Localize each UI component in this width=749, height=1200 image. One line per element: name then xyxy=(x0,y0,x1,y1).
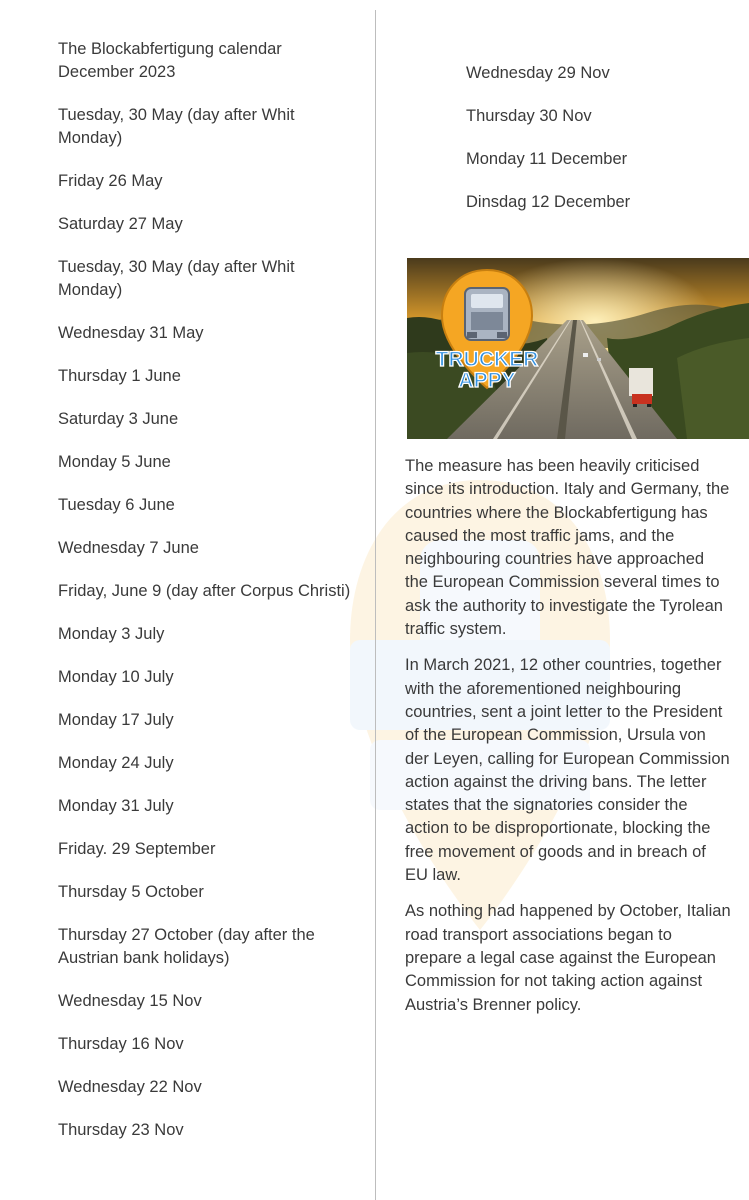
calendar-entry: Monday 31 July xyxy=(58,797,174,815)
text-line: neighbouring countries have approached xyxy=(405,550,705,569)
text-line: traffic system. xyxy=(405,620,507,639)
calendar-entry: Wednesday 15 Nov xyxy=(58,992,202,1010)
calendar-list-left xyxy=(58,38,358,1162)
truck-shape xyxy=(629,368,653,407)
text-line: Commission for not taking action against xyxy=(405,972,703,991)
calendar-entry: Friday 26 May xyxy=(58,172,163,190)
logo-text-line1: TRUCKER xyxy=(435,348,539,371)
text-line: the European Commission several times to xyxy=(405,573,720,592)
text-line: EU law. xyxy=(405,866,461,885)
calendar-entry: Tuesday 6 June xyxy=(58,496,175,514)
text-line: with the aforementioned neighbouring xyxy=(405,679,682,698)
text-line: caused the most traffic jams, and the xyxy=(405,526,675,545)
calendar-entry: Friday. 29 September xyxy=(58,840,216,858)
article-paragraph-3 xyxy=(405,900,749,1016)
text-line: In March 2021, 12 other countries, together xyxy=(405,656,722,675)
highway-image xyxy=(407,258,749,439)
highway-illustration xyxy=(407,258,749,439)
calendar-entry: Monday 10 July xyxy=(58,668,174,686)
calendar-entry: Wednesday 7 June xyxy=(58,539,199,557)
calendar-entry: Tuesday, 30 May (day after Whit Monday) xyxy=(58,106,295,147)
calendar-title-line2: December 2023 xyxy=(58,63,176,81)
calendar-entry: Thursday 1 June xyxy=(58,367,181,385)
calendar-entry: Tuesday, 30 May (day after Whit Monday) xyxy=(58,258,295,299)
calendar-entry: Thursday 30 Nov xyxy=(466,107,592,125)
text-line: ask the authority to investigate the Tyrolean xyxy=(405,596,723,615)
text-line: As nothing had happened by October, Italian xyxy=(405,902,731,921)
calendar-entry: Monday 11 December xyxy=(466,150,628,168)
text-line: action against the driving bans. The letter xyxy=(405,772,707,791)
calendar-title-line1: The Blockabfertigung calendar xyxy=(58,40,282,58)
column-divider xyxy=(375,10,376,1200)
text-line: Austria’s Brenner policy. xyxy=(405,995,582,1014)
calendar-entry: Dinsdag 12 December xyxy=(466,193,631,211)
article-body xyxy=(405,455,749,1030)
calendar-entry: Thursday 27 October (day after the Austrian bank holidays) xyxy=(58,926,315,967)
calendar-entry: Thursday 23 Nov xyxy=(58,1121,184,1139)
text-line: The measure has been heavily criticised xyxy=(405,457,700,475)
text-line: action to be disproportionate, blocking the xyxy=(405,819,711,838)
text-line: road transport associations began to xyxy=(405,925,672,944)
calendar-entry: Thursday 5 October xyxy=(58,883,204,901)
calendar-entry: Monday 17 July xyxy=(58,711,174,729)
calendar-title xyxy=(58,38,358,84)
text-line: free movement of goods and in breach of xyxy=(405,842,706,861)
calendar-entry: Thursday 16 Nov xyxy=(58,1035,184,1053)
text-line: der Leyen, calling for European Commission xyxy=(405,749,730,768)
logo-text-line2: APPY xyxy=(458,369,516,392)
calendar-entry: Monday 5 June xyxy=(58,453,171,471)
article-paragraph-2 xyxy=(405,654,749,887)
calendar-list-right xyxy=(466,62,736,234)
calendar-entry: Friday, June 9 (day after Corpus Christi) xyxy=(58,582,351,600)
text-line: countries, sent a joint letter to the President xyxy=(405,702,723,721)
calendar-entry: Wednesday 31 May xyxy=(58,324,204,342)
text-line: since its introduction. Italy and Germany, the xyxy=(405,480,730,499)
text-line: of the European Commission, Ursula von xyxy=(405,726,706,745)
text-line: prepare a legal case against the European xyxy=(405,948,716,967)
text-line: countries where the Blockabfertigung has xyxy=(405,503,708,522)
text-line: states that the signatories consider the xyxy=(405,796,688,815)
calendar-entry: Wednesday 22 Nov xyxy=(58,1078,202,1096)
calendar-entry: Monday 3 July xyxy=(58,625,165,643)
article-paragraph-1 xyxy=(405,455,749,641)
calendar-entry: Wednesday 29 Nov xyxy=(466,64,610,82)
calendar-entry: Saturday 27 May xyxy=(58,215,183,233)
calendar-entry: Monday 24 July xyxy=(58,754,174,772)
calendar-entry: Saturday 3 June xyxy=(58,410,179,428)
